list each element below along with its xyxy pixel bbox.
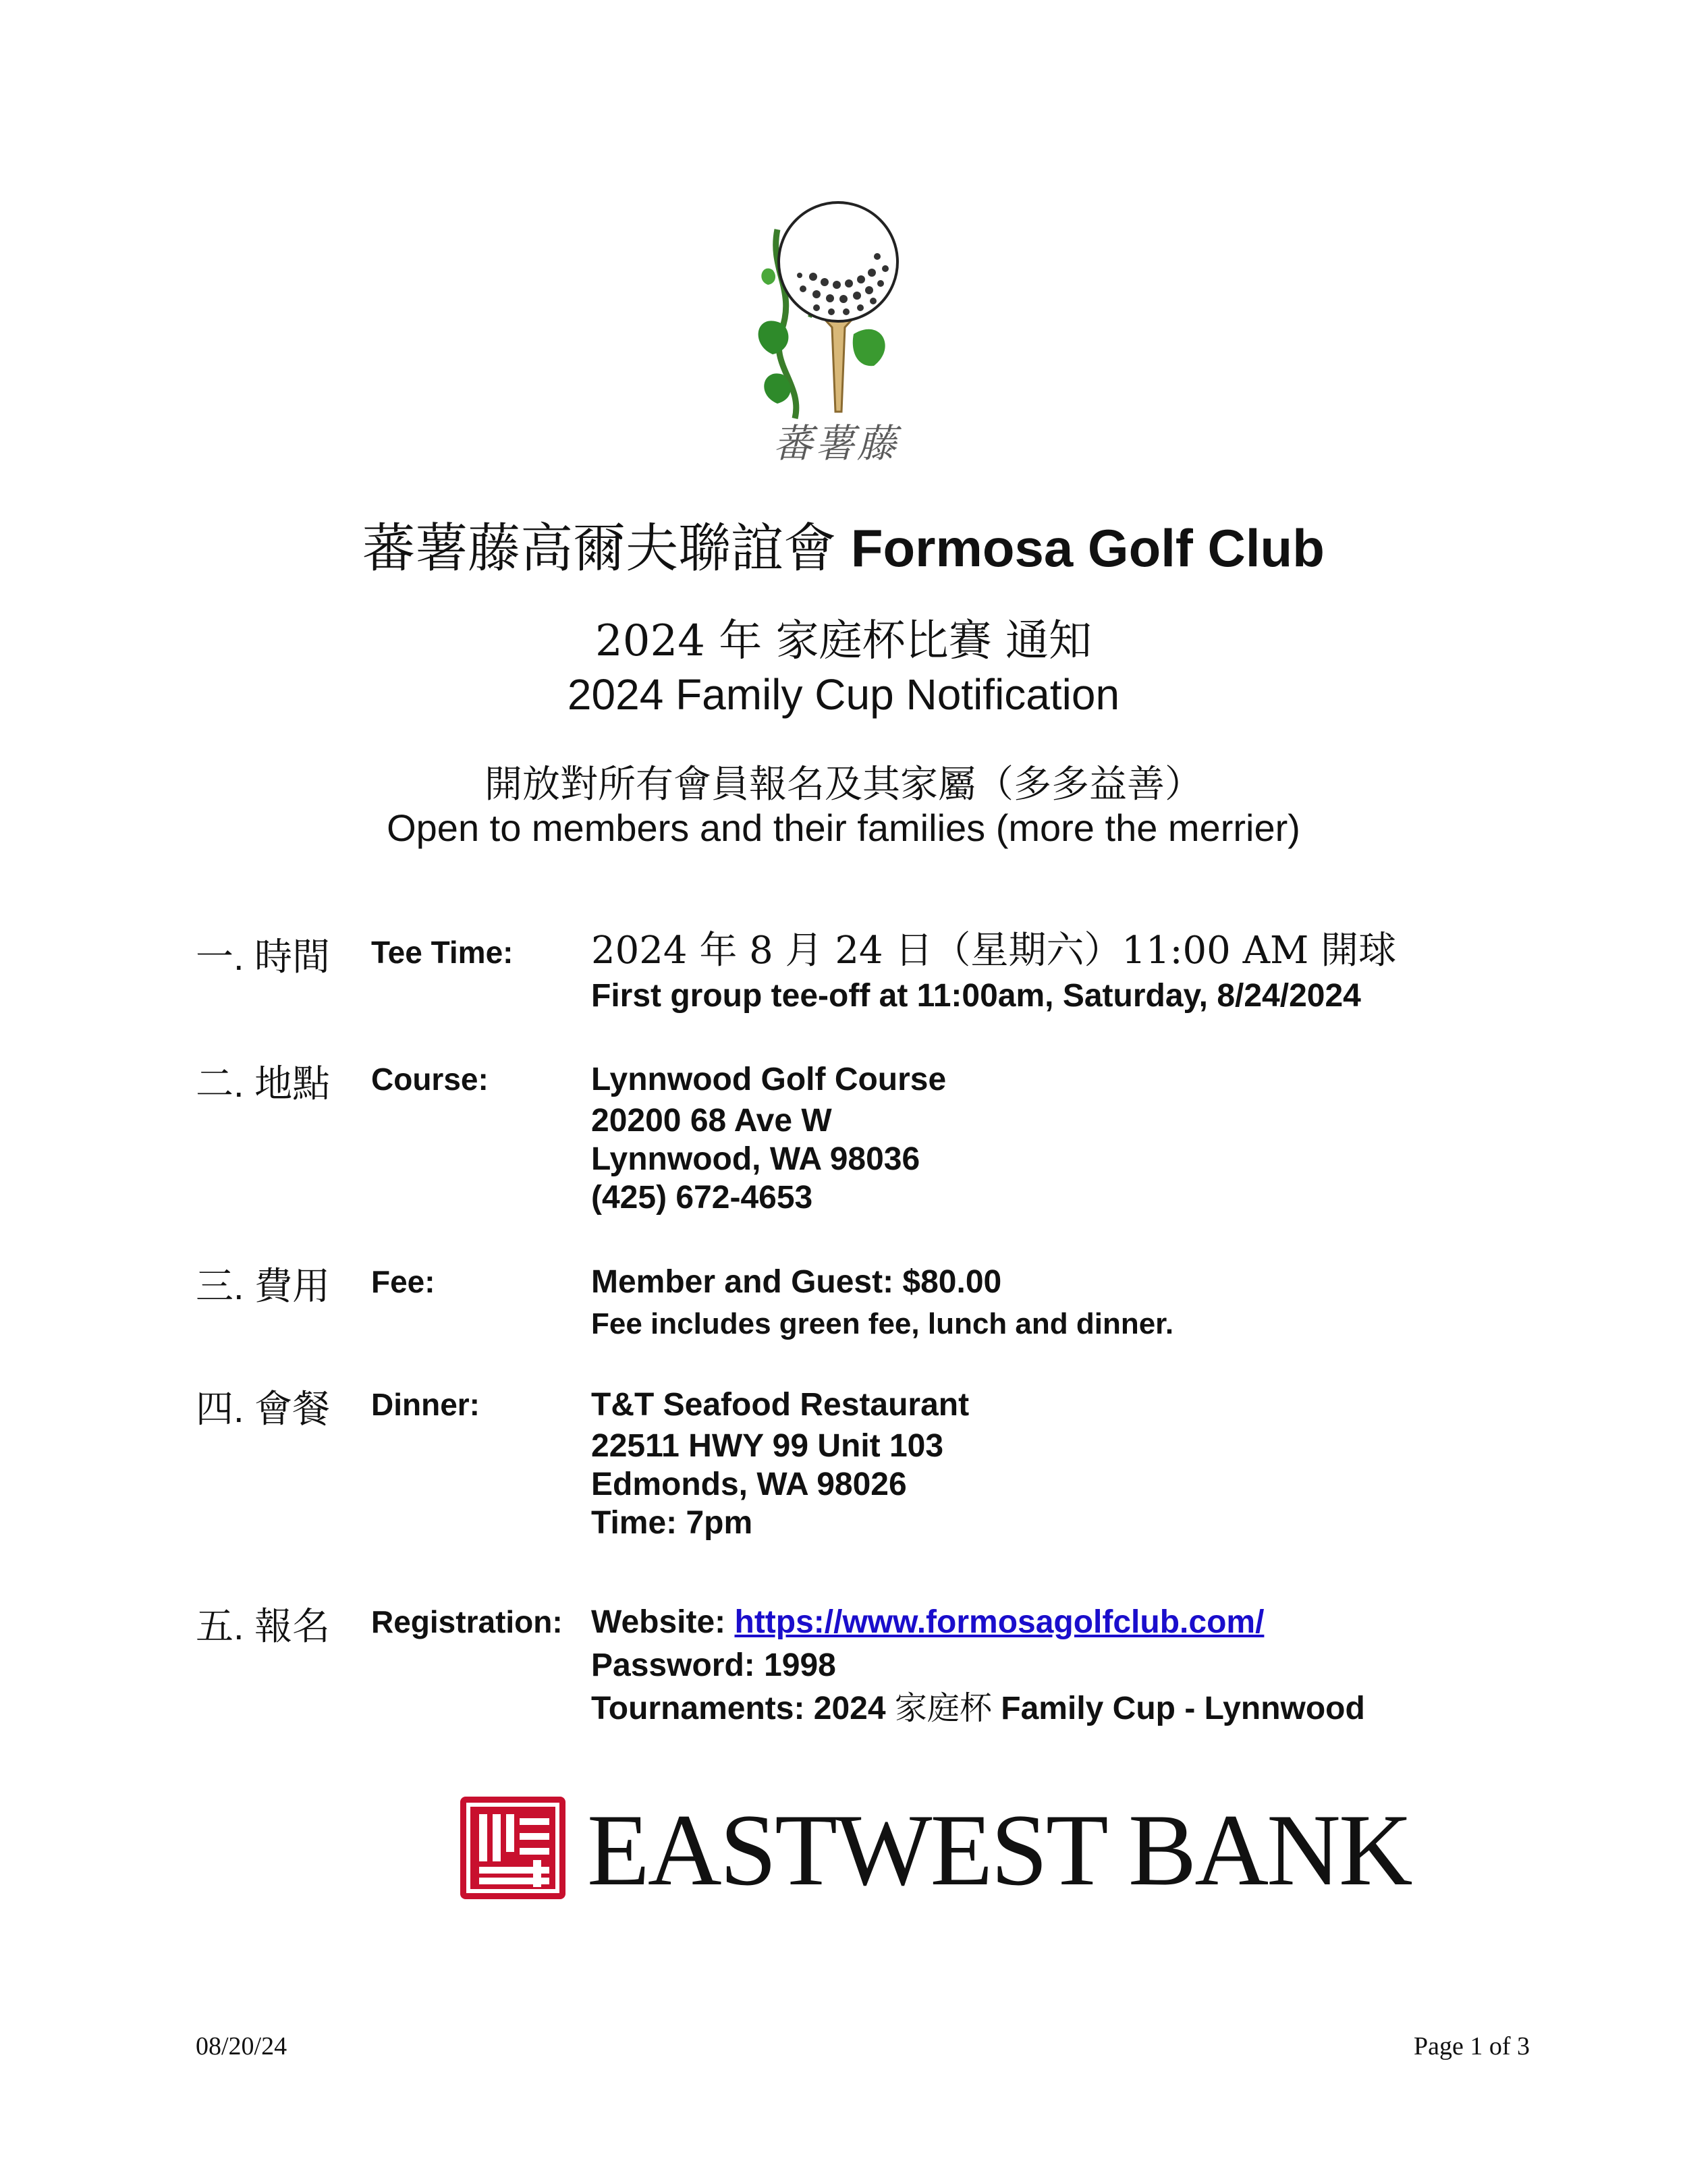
course-address: 20200 68 Ave W [591,1103,832,1139]
restaurant-name: T&T Seafood Restaurant [591,1387,970,1423]
restaurant-city: Edmonds, WA 98026 [591,1467,907,1502]
fee-note: Fee includes green fee, lunch and dinner. [591,1307,1174,1340]
fee-amount: Member and Guest: $80.00 [591,1264,1002,1300]
tee-time-en: First group tee-off at 11:00am, Saturday, 8/24/2024 [591,978,1361,1014]
course-city: Lynnwood, WA 98036 [591,1141,920,1177]
open-notice-en: Open to members and their families (more the merrier) [387,807,1300,849]
section-zh-label: 地點 [254,1062,331,1105]
sponsor-logo [459,1793,1411,1907]
logo-text: 蕃薯藤 [773,420,900,466]
section-label: Dinner: [371,1387,480,1422]
section-value [591,1058,946,1217]
section-zh-label: 會餐 [254,1388,331,1430]
section-label: Fee: [371,1264,435,1299]
section-number [196,1257,330,1311]
tee-time-zh: 2024 年 8 月 24 日（星期六）11:00 AM 開球 [591,929,1397,973]
sponsor-name: EASTWEST BANK [587,1793,1411,1907]
section-index: 二. [196,1062,244,1105]
section-index: 三. [196,1265,244,1307]
restaurant-address: 22511 HWY 99 Unit 103 [591,1428,944,1464]
section-value [591,927,1396,1018]
tournaments-line [591,1687,1365,1730]
section-value [591,1601,1365,1730]
section-number [196,1597,330,1651]
tournaments-zh: 家庭杯 [894,1691,992,1726]
section-zh-label: 費用 [254,1265,331,1307]
dinner-time: Time: 7pm [591,1505,753,1541]
open-notice-zh: 開放對所有會員報名及其家屬（多多益善） [485,763,1202,805]
page-title [0,506,1687,582]
section-number [196,1054,330,1108]
section-index: 四. [196,1388,244,1430]
section-index: 一. [196,935,244,978]
section-label: Course: [371,1062,489,1097]
website-line [591,1601,1365,1644]
course-name: Lynnwood Golf Course [591,1062,947,1097]
section-value [591,1261,1173,1344]
section-number [196,1380,330,1434]
section-value [591,1384,969,1542]
east-west-bank-icon [459,1795,567,1901]
club-logo [715,189,958,479]
section-zh-label: 報名 [254,1605,331,1647]
tournaments-suffix: Family Cup - Lynnwood [1001,1691,1365,1726]
subtitle-zh: 2024 年 家庭杯比賽 通知 [595,616,1092,666]
section-number [196,927,330,981]
section-label: Tee Time: [371,935,514,970]
title-zh: 蕃薯藤高爾夫聯誼會 [362,518,837,578]
website-link[interactable]: https://www.formosagolfclub.com/ [734,1604,1265,1640]
title-en: Formosa Golf Club [850,518,1325,578]
tournaments-prefix: Tournaments: 2024 [591,1691,886,1726]
section-index: 五. [196,1605,244,1647]
course-phone: (425) 672-4653 [591,1180,813,1216]
website-label: Website: [591,1604,726,1640]
section-label: Registration: [371,1604,563,1639]
section-zh-label: 時間 [254,935,331,978]
subtitle-en: 2024 Family Cup Notification [567,670,1120,719]
password-line: Password: 1998 [591,1647,836,1683]
footer-date: 08/20/24 [196,2032,287,2060]
footer-page-number: Page 1 of 3 [1413,2032,1530,2060]
